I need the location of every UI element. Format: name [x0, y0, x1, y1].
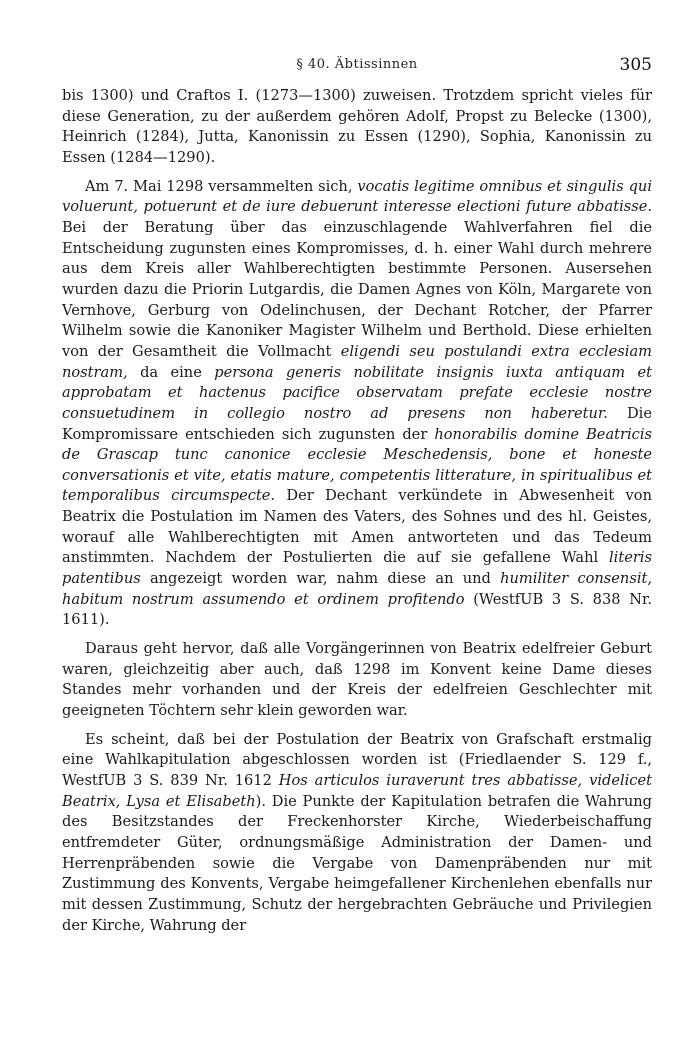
- text-run: da eine: [127, 363, 215, 381]
- latin-quote: eligendi seu postulandi extra ecclesiam nostram,: [62, 342, 652, 381]
- latin-quote: humiliter consensit, habitum nostrum assumendo et ordinem profitendo: [62, 570, 652, 608]
- page-header: [62, 57, 652, 79]
- text-run: Bei der Beratung über das einzuschlagende Wahlverfahren fiel die Entscheidung zugunsten eines Kompromisses, d. h. einer Wahl durch mehrere aus dem Kreis aller Wahlberechtigten bestimmte Personen. Ausersehen wurden dazu die Priorin Lutgardis, die Damen Agnes von Köln, Margarete von Vernhove, Gerburg von Odelinchusen, der Dechant Rotcher, der Pfarrer Wilhelm sowie die Kanoniker Magister Wilhelm und Berthold. Diese erhielten von der Gesamtheit die Vollmacht: [62, 218, 652, 360]
- paragraph: [62, 177, 652, 631]
- latin-quote: honorabilis domine Beatricis de Grascap tunc canonice ecclesie Meschedensis, bone et honeste conversationis et vite, etatis mature, competentis litterature, in spiritualibus et temporalibus circumspecte.: [62, 425, 652, 505]
- latin-quote: Hos articulos iuraverunt tres abbatisse, videlicet Beatrix, Lysa et Elisabeth: [62, 772, 652, 810]
- text-run: ). Die Punkte der Kapitulation betrafen die Wahrung des Besitzstandes der Freckenhorster Kirche, Wiederbeischaffung entfremdeter Güter, ordnungsmäßige Administration der Damen- und Herrenpräbenden sowie die Vergabe von Damenpräbenden nur mit Zustimmung des Konvents, Vergabe heimgefallener Kirchenlehen ebenfalls nur mit dessen Zustimmung, Schutz der hergebrachten Gebräuche und Privilegien der Kirche, Wahrung der: [62, 792, 652, 934]
- latin-quote: vocatis legitime omnibus et singulis qui voluerunt, potuerunt et de iure debuerunt interesse electioni future abbatisse.: [62, 177, 652, 216]
- latin-quote: literis patentibus: [62, 549, 652, 588]
- text-run: angezeigt worden war, nahm diese an und: [140, 570, 501, 588]
- text-run: Daraus geht hervor, daß alle Vorgängerinnen von Beatrix edelfreier Geburt waren, gleichzeitig aber auch, daß 1298 im Konvent keine Dame dieses Standes mehr vorhanden und der Kreis der edelfreien Geschlechter mit geeigneten Töchtern sehr klein geworden war.: [62, 640, 652, 720]
- running-head: § 40. Äbtissinnen: [296, 57, 418, 72]
- page-number: 305: [619, 55, 652, 75]
- text-run: Der Dechant verkündete in Abwesenheit von Beatrix die Postulation im Namen des Vaters, des Sohnes und des hl. Geistes, worauf alle Wahlberechtigten mit Amen antworteten und das Tedeum anstimmten. Nachdem der Postulierten die auf sie gefallene Wahl: [62, 487, 652, 567]
- text-run: (WestfUB 3 S. 838 Nr. 1611).: [62, 590, 652, 629]
- text-run: Es scheint, daß bei der Postulation der Beatrix von Grafschaft erstmalig eine Wahlkapitulation abgeschlossen worden ist (Friedlaender S. 129 f., WestfUB 3 S. 839 Nr. 1612: [62, 730, 652, 789]
- text-run: Die Kompromissare entschieden sich zugunsten der: [62, 404, 652, 443]
- paragraph: [62, 639, 652, 722]
- paragraph: [62, 86, 652, 169]
- text-run: bis 1300) und Craftos I. (1273—1300) zuweisen. Trotzdem spricht vieles für diese Generation, zu der außerdem gehören Adolf, Propst zu Belecke (1300), Heinrich (1284), Jutta, Kanonissin zu Essen (1290), Sophia, Kanonissin zu Essen (1284—1290).: [62, 87, 652, 166]
- latin-quote: persona generis nobilitate insignis iuxta antiquam et approbatam et hactenus pacifice observatam prefate ecclesie nostre consuetudinem in collegio nostro ad presens non haberetur.: [62, 363, 652, 422]
- paragraph: [62, 730, 652, 937]
- text-run: Am 7. Mai 1298 versammelten sich,: [85, 177, 358, 195]
- body-text: [62, 86, 652, 936]
